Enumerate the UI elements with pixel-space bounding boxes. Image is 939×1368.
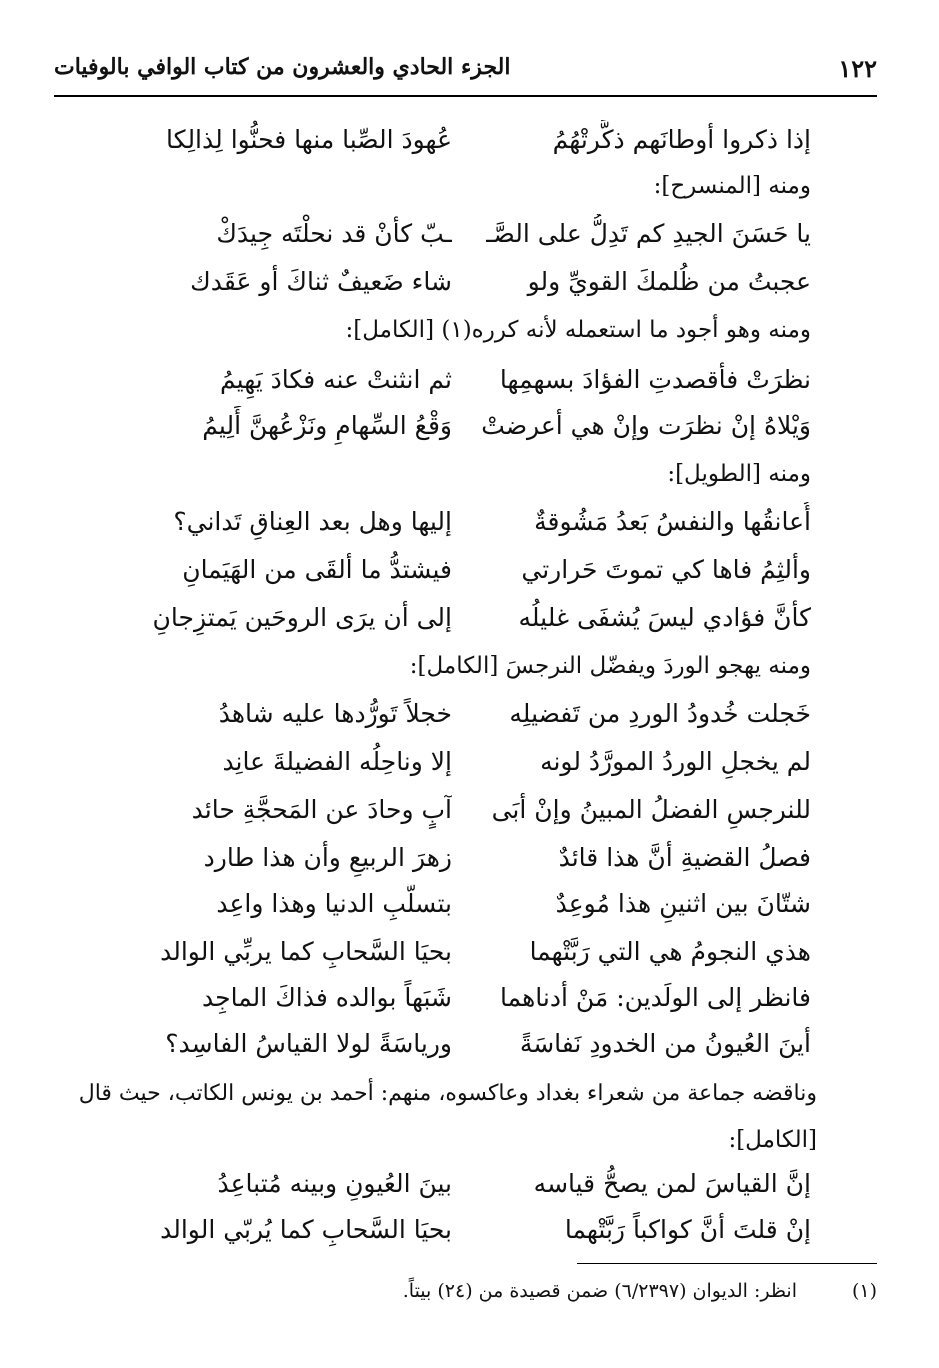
page-header xyxy=(54,50,877,90)
verse xyxy=(110,694,811,738)
footnote-number: (١) xyxy=(851,1280,877,1302)
verse xyxy=(110,838,811,882)
page-number: ١٢٢ xyxy=(838,54,877,83)
footnote-text: انظر: الديوان (٦/٢٣٩٧) ضمن قصيدة من (٢٤) بيتاً. xyxy=(402,1280,797,1302)
verse xyxy=(110,360,811,404)
second-hemistich: خجلاً تَورُّدها عليه شاهدُ xyxy=(218,699,452,728)
first-hemistich: نظرَتْ فأقصدتِ الفؤادَ بسهمِها xyxy=(499,365,811,394)
header-rule xyxy=(54,95,877,97)
first-hemistich: وألثِمُ فاها كي تموتَ حَرارتي xyxy=(521,555,811,584)
first-hemistich: للنرجسِ الفضلُ المبينُ وإنْ أبَى xyxy=(491,795,811,824)
running-title: الجزء الحادي والعشرون من كتاب الوافي بالوفيات xyxy=(54,54,511,80)
first-hemistich: خَجلت خُدودُ الوردِ من تَفضيلِه xyxy=(509,699,811,728)
first-hemistich: أُعانقُها والنفسُ بَعدُ مَشُوقةٌ xyxy=(534,507,811,536)
second-hemistich: بحيَا السَّحابِ كما يُربّي الوالد xyxy=(160,1215,452,1244)
first-hemistich: هذي النجومُ هي التي رَبَّتْهما xyxy=(529,937,811,966)
verse xyxy=(110,978,811,1022)
verse xyxy=(110,120,811,164)
verse-intro: ومنه [الطويل]: xyxy=(667,461,811,487)
second-hemistich: شاء ضَعيفٌ ثناكَ أو عَقَدك xyxy=(190,267,452,296)
verse xyxy=(110,502,811,546)
first-hemistich: لم يخجلِ الوردُ المورَّدُ لونه xyxy=(540,747,811,776)
first-hemistich: وَيْلاهُ إنْ نظرَت وإنْ هي أعرضتْ xyxy=(481,411,811,440)
second-hemistich: إلا وناحِلُه الفضيلةَ عانِد xyxy=(222,747,452,776)
verse xyxy=(110,598,811,642)
first-hemistich: كأنَّ فؤادي ليسَ يُشفَى غليلُه xyxy=(518,603,811,632)
second-hemistich: بتسلُّبِ الدنيا وهذا واعِد xyxy=(216,889,452,918)
first-hemistich: يا حَسَنَ الجيدِ كم تَدِلُّ على الصَّـ xyxy=(486,219,811,248)
verse xyxy=(110,932,811,976)
verse-intro: ومنه [المنسرح]: xyxy=(653,173,811,199)
verse-intro: ومنه وهو أجود ما استعمله لأنه كرره(١) [الكامل]: xyxy=(345,317,811,343)
second-hemistich: ـبّ كأنْ قد نحلْتَه جِيدَكْ xyxy=(216,219,452,248)
footnote-rule xyxy=(577,1263,877,1264)
verse xyxy=(110,406,811,450)
prose-line: وناقضه جماعة من شعراء بغداد وعاكسوه، منهم: أحمد بن يونس الكاتب، حيث قال xyxy=(78,1081,817,1106)
verse xyxy=(110,1210,811,1254)
second-hemistich: بينَ العُيونِ وبينه مُتباعِدُ xyxy=(217,1169,452,1198)
prose-line: [الكامل]: xyxy=(728,1127,817,1153)
second-hemistich: إلى أن يرَى الروحَين يَمتزِجانِ xyxy=(152,603,452,632)
second-hemistich: إليها وهل بعد العِناقِ تَداني؟ xyxy=(173,507,452,536)
second-hemistich: ورياسَةً لولا القياسُ الفاسِد؟ xyxy=(165,1029,452,1058)
first-hemistich: فانظر إلى الولَدين: مَنْ أدناهما xyxy=(500,983,811,1012)
verse xyxy=(110,262,811,306)
verse xyxy=(110,214,811,258)
second-hemistich: بحيَا السَّحابِ كما يربِّي الوالد xyxy=(160,937,452,966)
second-hemistich: ثم انثنتْ عنه فكادَ يَهِيمُ xyxy=(220,365,452,394)
verse xyxy=(110,790,811,834)
first-hemistich: إنَّ القياسَ لمن يصحُّ قياسه xyxy=(533,1169,811,1198)
first-hemistich: إنْ قلتَ أنَّ كواكباً رَبَّتْهما xyxy=(564,1215,811,1244)
first-hemistich: عجبتُ من ظُلمكَ القويِّ ولو xyxy=(527,267,811,296)
second-hemistich: وَقْعُ السِّهامِ ونَزْعُهنَّ أَلِيمُ xyxy=(202,411,452,440)
second-hemistich: فيشتدُّ ما ألقَى من الهَيَمانِ xyxy=(182,555,452,584)
second-hemistich: آبٍ وحادَ عن المَحجَّةِ حائد xyxy=(191,795,452,824)
second-hemistich: شَبَهاً بوالده فذاكَ الماجِد xyxy=(202,983,452,1012)
verse xyxy=(110,884,811,928)
second-hemistich: زهرَ الربيعِ وأن هذا طارد xyxy=(203,843,452,872)
verse xyxy=(110,1024,811,1068)
first-hemistich: فصلُ القضيةِ أنَّ هذا قائدٌ xyxy=(558,843,811,872)
second-hemistich: عُهودَ الصِّبا منها فحنُّوا لِذالِكا xyxy=(166,125,452,154)
first-hemistich: أينَ العُيونُ من الخدودِ نَفاسَةً xyxy=(519,1029,811,1058)
verse-intro: ومنه يهجو الوردَ ويفضّل النرجسَ [الكامل]: xyxy=(409,653,811,679)
verse xyxy=(110,1164,811,1208)
first-hemistich: إذا ذكروا أوطانَهم ذكَّرتْهُمُ xyxy=(552,125,811,154)
first-hemistich: شتّانَ بين اثنينِ هذا مُوعِدٌ xyxy=(555,889,811,918)
verse xyxy=(110,742,811,786)
verse xyxy=(110,550,811,594)
